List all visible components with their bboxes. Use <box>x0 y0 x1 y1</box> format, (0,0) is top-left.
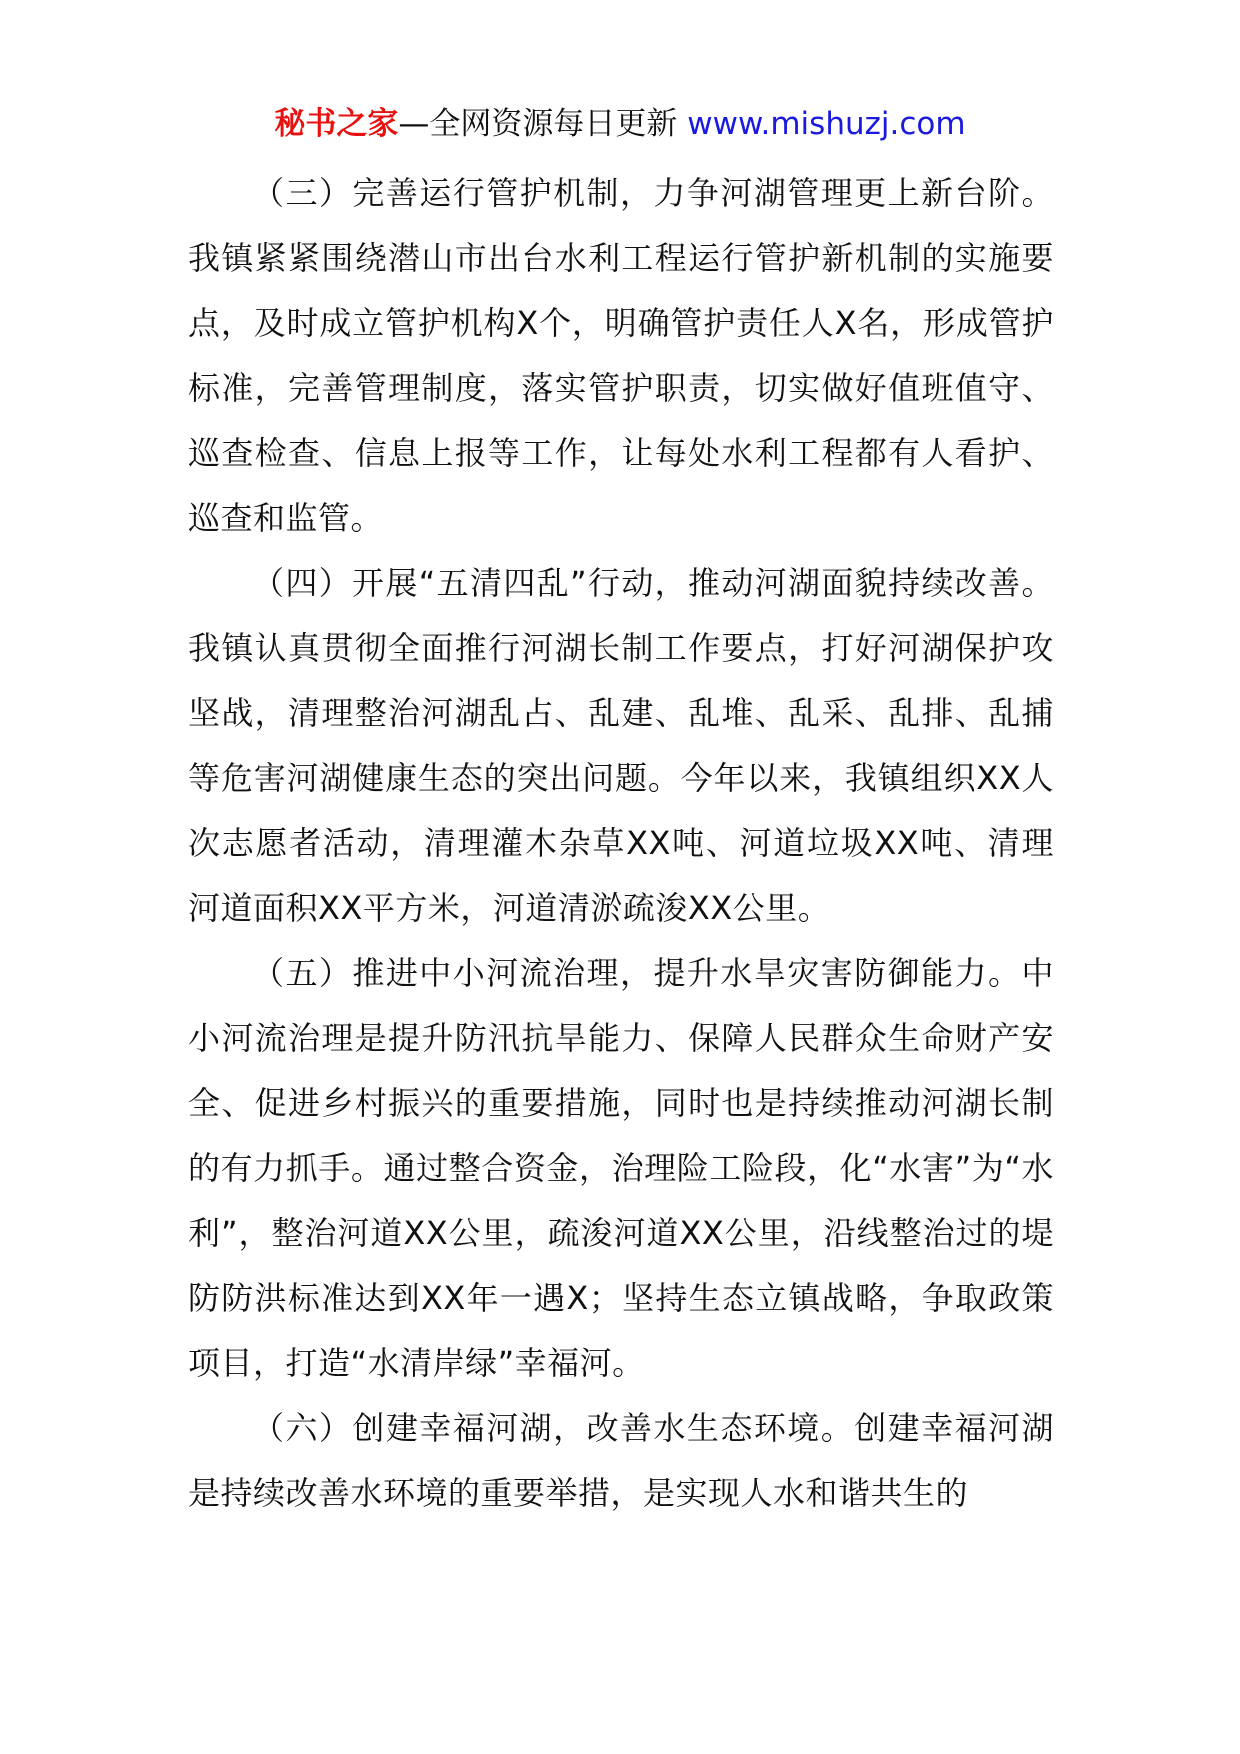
paragraph-section-3: （三）完善运行管护机制，力争河湖管理更上新台阶。我镇紧紧围绕潜山市出台水利工程运行管护新机制的实施要点，及时成立管护机构X个，明确管护责任人X名，形成管护标准，完善管理制度，落实管护职责，切实做好值班值守、巡查检查、信息上报等工作，让每处水利工程都有人看护、巡查和监管。 <box>188 174 1054 537</box>
paragraph-section-6: （六）创建幸福河湖，改善水生态环境。创建幸福河湖是持续改善水环境的重要举措，是实现人水和谐共生的 <box>188 1409 1054 1512</box>
header-slogan: —全网资源每日更新 <box>398 106 678 142</box>
paragraph-section-5: （五）推进中小河流治理，提升水旱灾害防御能力。中小河流治理是提升防汛抗旱能力、保障人民群众生命财产安全、促进乡村振兴的重要措施，同时也是持续推动河湖长制的有力抓手。通过整合资金，治理险工险段，化“水害”为“水利”，整治河道XX公里，疏浚河道XX公里，沿线整治过的堤防防洪标准达到XX年一遇X；坚持生态立镇战略，争取政策项目，打造“水清岸绿”幸福河。 <box>188 954 1054 1382</box>
brand-name: 秘书之家 <box>274 106 399 142</box>
site-url-link[interactable]: www.mishuzj.com <box>687 106 966 142</box>
watermark-header <box>0 102 1240 146</box>
paragraph-section-4: （四）开展“五清四乱”行动，推动河湖面貌持续改善。我镇认真贯彻全面推行河湖长制工作要点，打好河湖保护攻坚战，清理整治河湖乱占、乱建、乱堆、乱采、乱排、乱捕等危害河湖健康生态的突出问题。今年以来，我镇组织XX人次志愿者活动，清理灌木杂草XX吨、河道垃圾XX吨、清理河道面积XX平方米，河道清淤疏浚XX公里。 <box>188 564 1054 927</box>
document-body <box>188 161 1054 1526</box>
